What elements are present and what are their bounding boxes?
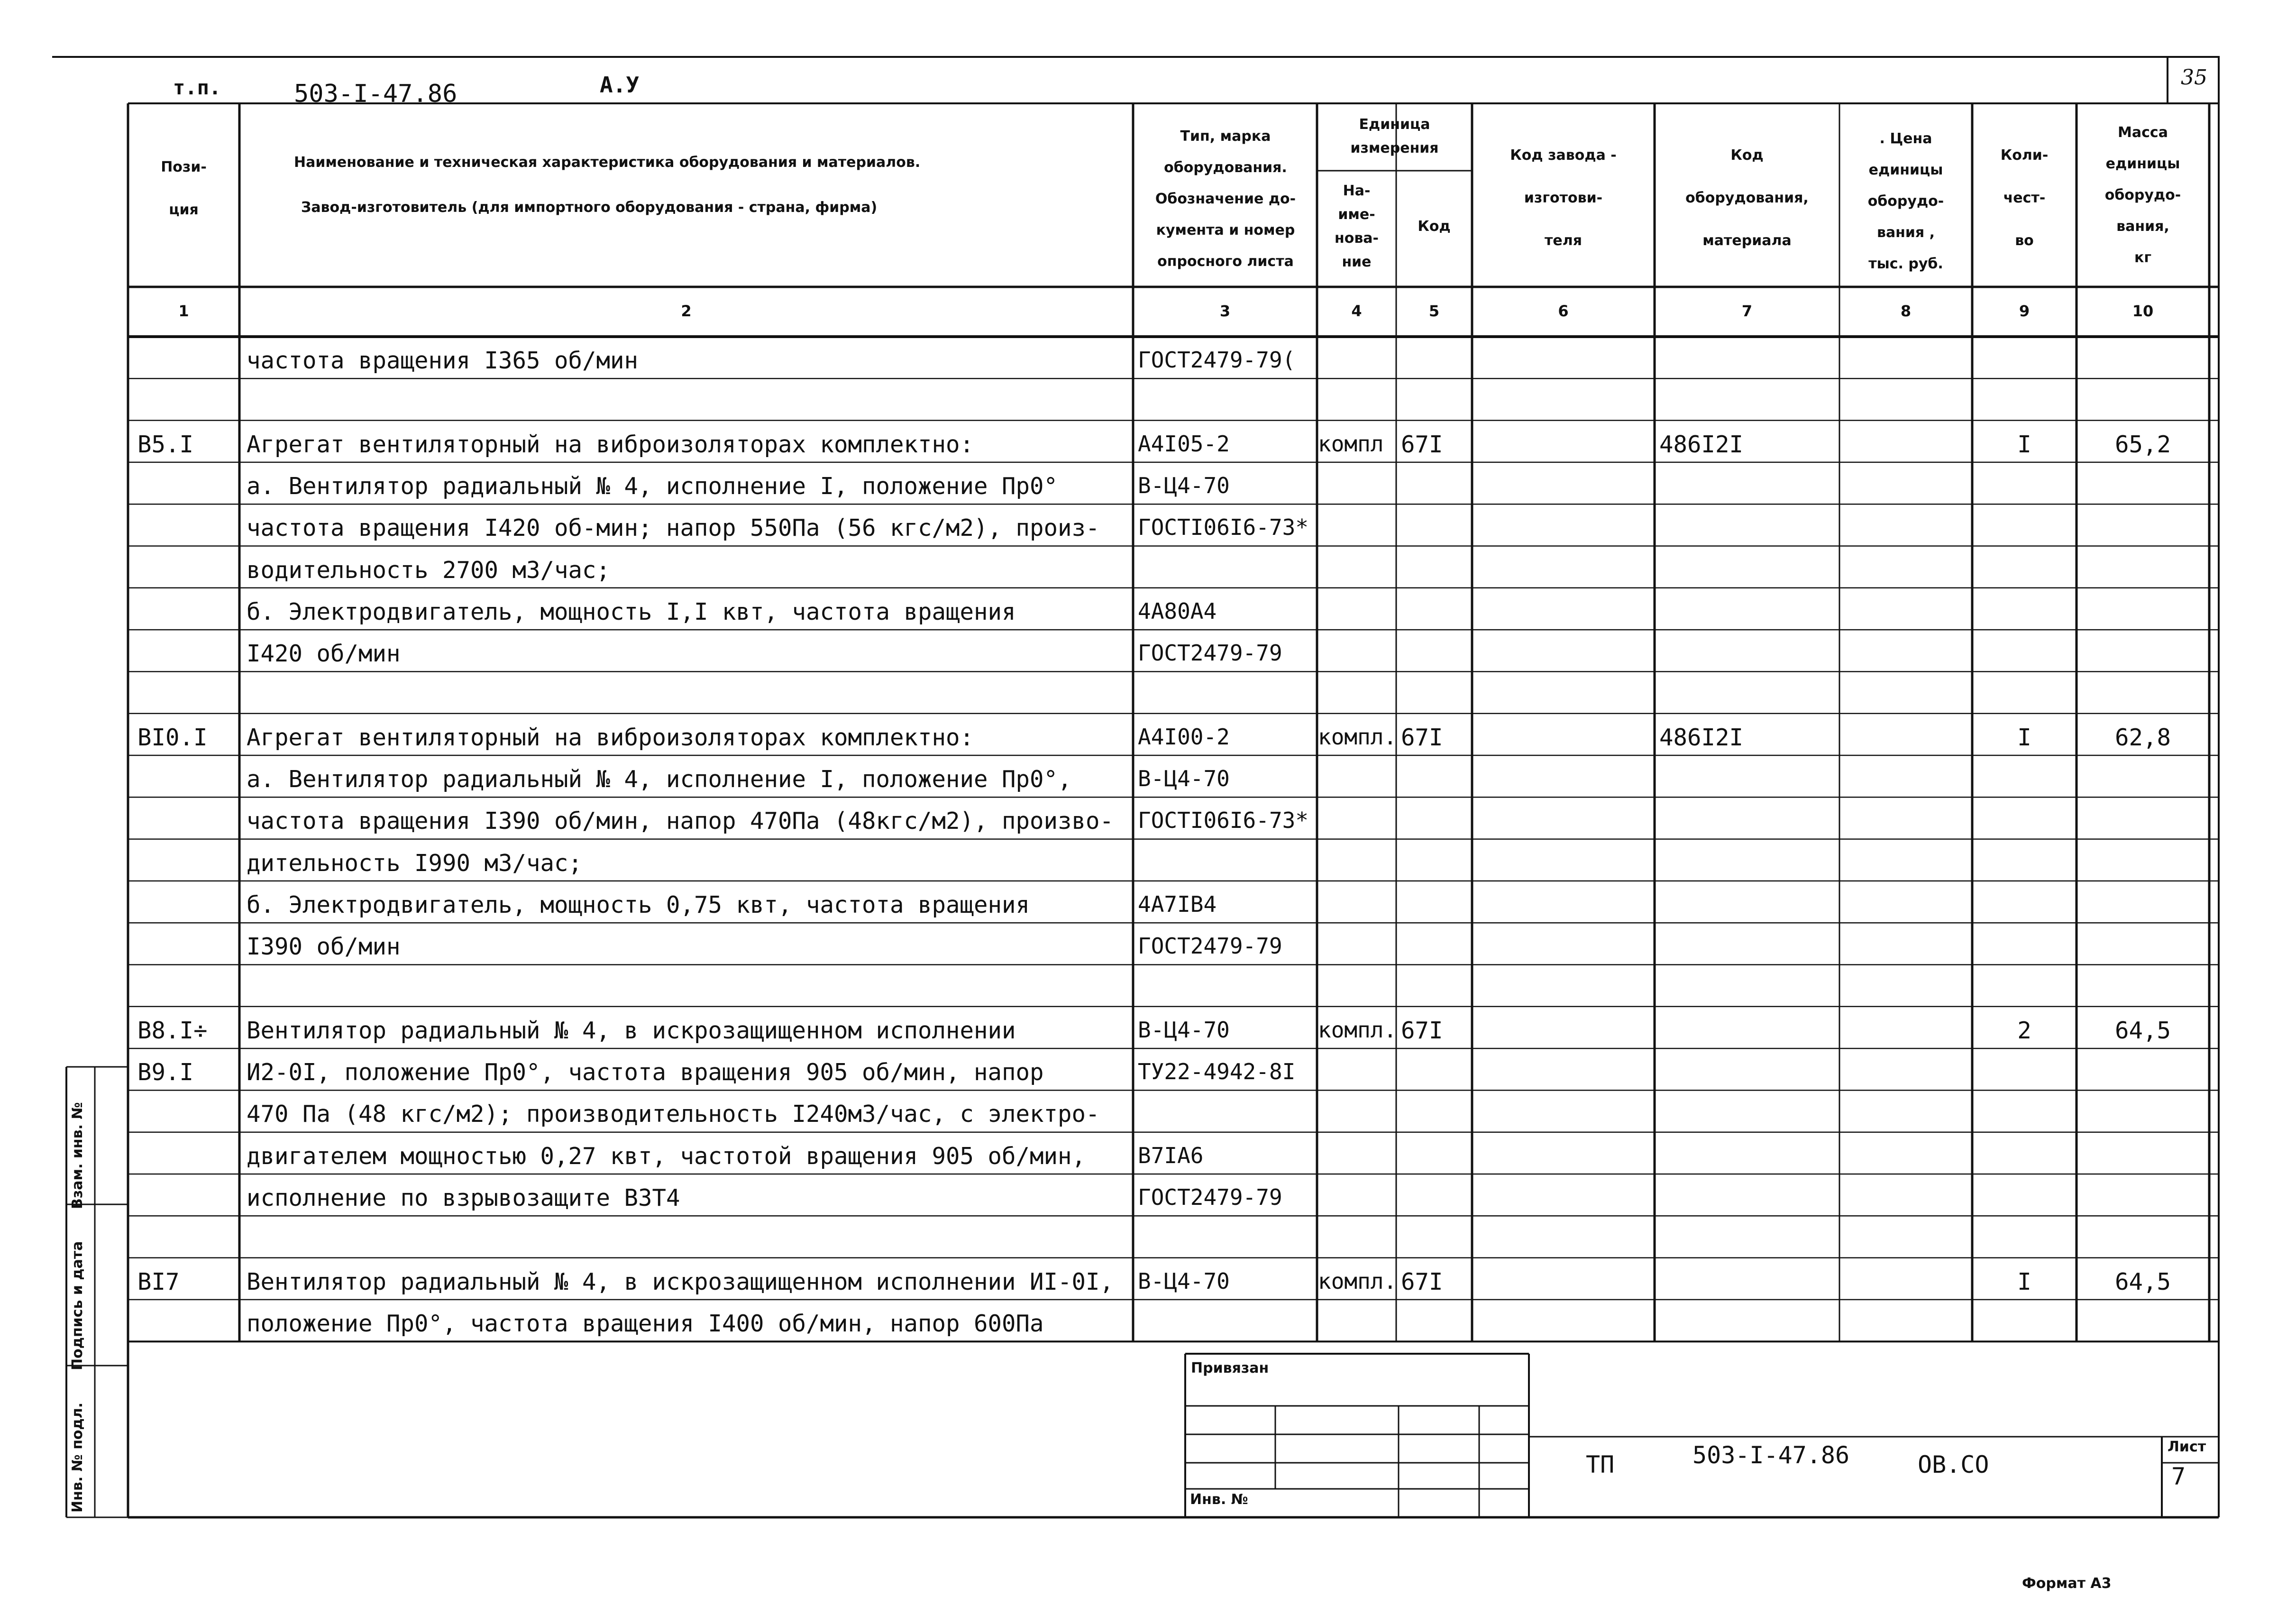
row-type: В-Ц4-70 — [1138, 1017, 1230, 1043]
header-manufacturer-code: изготови- — [1524, 190, 1603, 206]
header-unit-group: измерения — [1350, 140, 1439, 156]
row-name: а. Вентилятор радиальный № 4, исполнение I, положение Пр0° — [247, 472, 1058, 500]
header-quantity: Коли- — [2000, 147, 2049, 164]
row-name: Агрегат вентиляторный на виброизоляторах комплектно: — [247, 431, 974, 458]
row-type: В-Ц4-70 — [1138, 1268, 1230, 1294]
header-mass: единицы — [2105, 156, 2180, 172]
row-name: Агрегат вентиляторный на виброизоляторах комплектно: — [247, 724, 974, 751]
row-name: б. Электродвигатель, мощность I,I квт, частота вращения — [247, 598, 1016, 625]
header-unit-name: На- — [1343, 183, 1371, 199]
row-type: В-Ц4-70 — [1138, 766, 1230, 791]
stamp-tp: ТП — [1586, 1451, 1615, 1478]
side-label-inv-podl: Инв. № подл. — [69, 1402, 86, 1513]
header-type: Тип, марка — [1180, 128, 1271, 145]
row-unit-name: компл. — [1318, 1268, 1397, 1294]
row-type: А4I00-2 — [1138, 724, 1230, 750]
row-name: водительность 2700 м3/час; — [247, 556, 611, 584]
header-column-number: 10 — [2132, 302, 2154, 320]
row-mass: 62,8 — [2114, 724, 2171, 751]
row-name: б. Электродвигатель, мощность 0,75 квт, частота вращения — [247, 891, 1030, 918]
header-price: вания , — [1876, 224, 1935, 241]
header-price: . Цена — [1879, 130, 1932, 147]
row-unit-code: 67I — [1401, 1268, 1443, 1295]
header-equipment-code: оборудования, — [1685, 190, 1809, 206]
row-quantity: I — [2017, 724, 2031, 751]
row-unit-name: компл — [1318, 431, 1384, 457]
row-unit-code: 67I — [1401, 1017, 1443, 1044]
row-type: ГОСТ2479-79( — [1138, 347, 1296, 373]
row-name: а. Вентилятор радиальный № 4, исполнение I, положение Пр0°, — [247, 766, 1072, 793]
format-label: Формат А3 — [2022, 1575, 2112, 1592]
header-column-number: 2 — [681, 302, 692, 320]
header-column-number: 3 — [1219, 302, 1231, 320]
row-name: исполнение по взрывозащите В3Т4 — [247, 1184, 680, 1211]
header-price: тыс. руб. — [1868, 256, 1943, 272]
row-name: I390 об/мин — [247, 933, 401, 961]
stamp-sheet-label: Лист — [2168, 1439, 2206, 1455]
header-type: кумента и номер — [1156, 222, 1295, 239]
row-name: частота вращения I420 об-мин; напор 550Па (56 кгс/м2), произ- — [247, 514, 1100, 542]
header-column-number: 8 — [1900, 302, 1912, 320]
row-equipment-code: 486I2I — [1659, 431, 1744, 458]
header-unit-name: нова- — [1334, 230, 1379, 247]
header-position: Пози- — [161, 159, 207, 175]
header-price: оборудо- — [1867, 193, 1944, 210]
header-manufacturer-code: Код завода - — [1510, 147, 1617, 164]
header-quantity: во — [2015, 232, 2034, 249]
row-name: I420 об/мин — [247, 640, 401, 668]
tp-label: т.п. — [173, 76, 221, 99]
row-type: ГОСТI06I6-73* — [1138, 514, 1309, 541]
header-mass: кг — [2134, 249, 2152, 266]
row-position: ВI0.I — [137, 724, 208, 751]
row-mass: 64,5 — [2114, 1017, 2171, 1044]
stamp-sheet-number: 7 — [2171, 1463, 2186, 1490]
row-name: дительность I990 м3/час; — [247, 849, 583, 877]
row-position: ВI7 — [137, 1268, 180, 1295]
row-type: ТУ22-4942-8I — [1138, 1059, 1296, 1085]
header-unit-name: име- — [1338, 206, 1375, 223]
row-name: двигателем мощностью 0,27 квт, частотой вращения 905 об/мин, — [247, 1142, 1086, 1170]
row-equipment-code: 486I2I — [1659, 724, 1744, 751]
header-unit-name: ние — [1342, 254, 1372, 270]
header-type: опросного листа — [1157, 253, 1294, 270]
header-type: оборудования. — [1164, 159, 1287, 176]
header-mass: Масса — [2118, 124, 2168, 141]
header-equipment-code: Код — [1730, 147, 1764, 164]
row-unit-name: компл. — [1318, 724, 1397, 750]
stamp-code: 503-I-47.86 — [1692, 1441, 1850, 1469]
header-position: ция — [169, 202, 199, 218]
row-quantity: I — [2017, 431, 2031, 458]
header-column-number: 9 — [2019, 302, 2030, 320]
row-unit-code: 67I — [1401, 724, 1443, 751]
row-type: В-Ц4-70 — [1138, 472, 1230, 498]
header-column-number: 4 — [1351, 302, 1362, 320]
row-name: частота вращения I365 об/мин — [247, 347, 639, 374]
header-equipment-code: материала — [1702, 232, 1792, 249]
row-name: 470 Па (48 кгс/м2); производительность I240м3/час, с электро- — [247, 1101, 1100, 1128]
row-name: Вентилятор радиальный № 4, в искрозащищенном исполнении ИI-0I, — [247, 1268, 1114, 1295]
row-type: 4А7IВ4 — [1138, 891, 1217, 917]
row-type: ГОСТI06I6-73* — [1138, 807, 1309, 834]
header-type: Обозначение до- — [1155, 191, 1296, 207]
row-type: ГОСТ2479-79 — [1138, 1184, 1282, 1210]
row-quantity: I — [2017, 1268, 2031, 1295]
header-unit-group: Единица — [1359, 116, 1430, 133]
row-position: В9.I — [137, 1059, 194, 1086]
side-label-signature-date: Подпись и дата — [69, 1241, 86, 1370]
header-column-number: 6 — [1558, 302, 1569, 320]
stamp-section: ОВ.СО — [1918, 1451, 1989, 1478]
header-mass: вания, — [2116, 218, 2169, 235]
row-name: положение Пр0°, частота вращения I400 об/мин, напор 600Па — [247, 1310, 1044, 1337]
sheet-corner-number: 35 — [2181, 65, 2207, 90]
stamp-inv-label: Инв. № — [1190, 1491, 1248, 1508]
row-mass: 64,5 — [2114, 1268, 2171, 1295]
row-unit-name: компл. — [1318, 1017, 1397, 1043]
header-column-number: 1 — [178, 302, 189, 320]
row-name: И2-0I, положение Пр0°, частота вращения 905 об/мин, напор — [247, 1059, 1044, 1086]
row-position: В8.I÷ — [137, 1017, 208, 1044]
doc-code: 503-I-47.86 — [294, 80, 457, 108]
row-quantity: 2 — [2017, 1017, 2031, 1044]
row-type: В7IА6 — [1138, 1142, 1204, 1168]
header-mass: оборудо- — [2104, 187, 2181, 203]
header-manufacturer-code: теля — [1545, 232, 1582, 249]
header-column-number: 5 — [1428, 302, 1440, 320]
row-type: ГОСТ2479-79 — [1138, 640, 1282, 666]
row-name: Вентилятор радиальный № 4, в искрозащищенном исполнении — [247, 1017, 1016, 1044]
row-name: частота вращения I390 об/мин, напор 470Па (48кгс/м2), произво- — [247, 807, 1114, 835]
row-position: В5.I — [137, 431, 194, 458]
header-name-line1: Наименование и техническая характеристика оборудования и материалов. — [294, 154, 921, 171]
header-price: единицы — [1868, 162, 1943, 178]
row-type: ГОСТ2479-79 — [1138, 933, 1282, 959]
row-type: 4А80А4 — [1138, 598, 1217, 624]
header-column-number: 7 — [1741, 302, 1753, 320]
row-unit-code: 67I — [1401, 431, 1443, 458]
side-label-vzam-inv: Взам. инв. № — [69, 1102, 86, 1209]
header-quantity: чест- — [2003, 190, 2046, 206]
section-code: А.У — [600, 72, 640, 98]
row-type: А4I05-2 — [1138, 431, 1230, 457]
stamp-bound-label: Привязан — [1191, 1360, 1269, 1376]
header-unit-code: Код — [1418, 218, 1451, 235]
row-mass: 65,2 — [2114, 431, 2171, 458]
header-name-line2: Завод-изготовитель (для импортного оборудования - страна, фирма) — [301, 199, 878, 216]
